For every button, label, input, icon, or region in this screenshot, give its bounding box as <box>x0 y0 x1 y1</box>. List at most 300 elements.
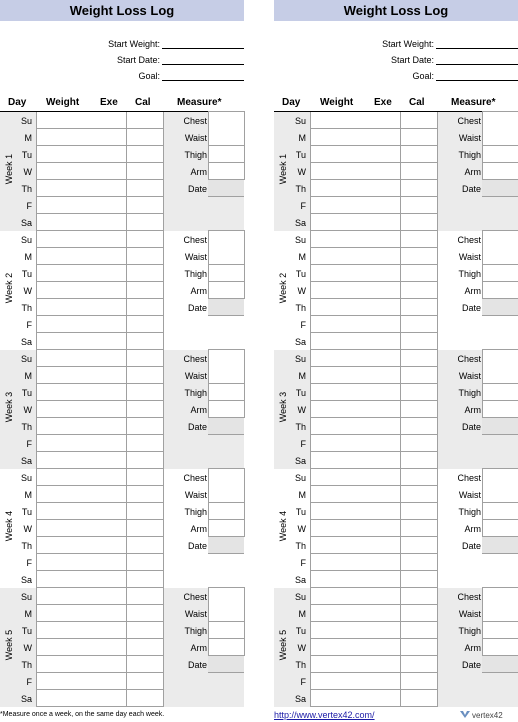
weight-cell[interactable] <box>310 503 367 520</box>
weight-cell[interactable] <box>36 571 93 588</box>
day-label: F <box>26 201 32 211</box>
measure-date-cell[interactable] <box>208 299 244 316</box>
measure-cell[interactable] <box>482 639 518 656</box>
calories-cell[interactable] <box>127 588 164 605</box>
weight-cell[interactable] <box>36 656 93 673</box>
weight-cell[interactable] <box>36 180 93 197</box>
calories-cell[interactable] <box>127 571 164 588</box>
calories-cell[interactable] <box>127 350 164 367</box>
calories-cell[interactable] <box>127 605 164 622</box>
calories-cell[interactable] <box>127 163 164 180</box>
weight-cell[interactable] <box>36 146 93 163</box>
day-row <box>0 418 244 435</box>
weight-cell[interactable] <box>310 554 367 571</box>
exercise-cell[interactable] <box>92 350 127 367</box>
measure-cell[interactable] <box>208 282 245 299</box>
calories-cell[interactable] <box>401 605 438 622</box>
calories-cell[interactable] <box>401 214 438 231</box>
exercise-cell[interactable] <box>92 231 127 248</box>
vertex42-link[interactable]: http://www.vertex42.com/ <box>274 710 375 720</box>
exercise-cell[interactable] <box>366 554 401 571</box>
calories-cell[interactable] <box>127 316 164 333</box>
measure-date-cell[interactable] <box>208 418 244 435</box>
calories-cell[interactable] <box>127 146 164 163</box>
calories-cell[interactable] <box>127 333 164 350</box>
weight-cell[interactable] <box>36 588 93 605</box>
weight-cell[interactable] <box>310 673 367 690</box>
weight-cell[interactable] <box>310 333 367 350</box>
calories-cell[interactable] <box>127 418 164 435</box>
weight-cell[interactable] <box>310 214 367 231</box>
weight-cell[interactable] <box>36 231 93 248</box>
weight-cell[interactable] <box>310 469 367 486</box>
field-input-line[interactable] <box>436 80 518 81</box>
measure-cell[interactable] <box>482 230 518 249</box>
calories-cell[interactable] <box>127 265 164 282</box>
weight-cell[interactable] <box>310 452 367 469</box>
calories-cell[interactable] <box>127 384 164 401</box>
weight-cell[interactable] <box>36 639 93 656</box>
measure-date-cell[interactable] <box>208 180 244 197</box>
measure-cell[interactable] <box>482 163 518 180</box>
weight-cell[interactable] <box>36 299 93 316</box>
weight-cell[interactable] <box>310 418 367 435</box>
calories-cell[interactable] <box>401 520 438 537</box>
measure-cell[interactable] <box>208 639 245 656</box>
weight-cell[interactable] <box>36 350 93 367</box>
calories-cell[interactable] <box>401 248 438 265</box>
weight-cell[interactable] <box>36 163 93 180</box>
weight-cell[interactable] <box>310 401 367 418</box>
weight-cell[interactable] <box>310 622 367 639</box>
weight-cell[interactable] <box>36 486 93 503</box>
measure-date-cell[interactable] <box>208 656 244 673</box>
measure-cell[interactable] <box>482 282 518 299</box>
calories-cell[interactable] <box>127 452 164 469</box>
weight-cell[interactable] <box>36 316 93 333</box>
exercise-cell[interactable] <box>92 452 127 469</box>
exercise-cell[interactable] <box>92 401 127 418</box>
calories-cell[interactable] <box>401 163 438 180</box>
exercise-cell[interactable] <box>92 163 127 180</box>
exercise-cell[interactable] <box>92 299 127 316</box>
calories-cell[interactable] <box>127 112 164 129</box>
exercise-cell[interactable] <box>366 452 401 469</box>
calories-cell[interactable] <box>127 367 164 384</box>
calories-cell[interactable] <box>401 197 438 214</box>
weight-cell[interactable] <box>36 248 93 265</box>
measure-cell[interactable] <box>208 367 245 384</box>
calories-cell[interactable] <box>127 656 164 673</box>
calories-cell[interactable] <box>127 248 164 265</box>
exercise-cell[interactable] <box>92 503 127 520</box>
exercise-cell[interactable] <box>366 333 401 350</box>
exercise-cell[interactable] <box>366 520 401 537</box>
measure-cell[interactable] <box>482 503 518 520</box>
exercise-cell[interactable] <box>92 486 127 503</box>
day-row <box>274 231 518 248</box>
brand-name: vertex42 <box>472 711 503 720</box>
week-block <box>0 350 244 469</box>
week-block <box>274 588 518 707</box>
measure-label: Arm <box>464 286 481 296</box>
exercise-cell[interactable] <box>366 129 401 146</box>
weight-cell[interactable] <box>310 486 367 503</box>
measure-cell[interactable] <box>208 605 245 622</box>
calories-cell[interactable] <box>127 282 164 299</box>
exercise-cell[interactable] <box>92 690 127 707</box>
calories-cell[interactable] <box>127 435 164 452</box>
measure-date-cell[interactable] <box>482 537 518 554</box>
measure-cell[interactable] <box>208 265 245 282</box>
measure-cell[interactable] <box>482 384 518 401</box>
weight-cell[interactable] <box>36 537 93 554</box>
weight-cell[interactable] <box>310 571 367 588</box>
exercise-cell[interactable] <box>92 180 127 197</box>
weight-cell[interactable] <box>36 435 93 452</box>
calories-cell[interactable] <box>127 469 164 486</box>
exercise-cell[interactable] <box>92 537 127 554</box>
exercise-cell[interactable] <box>92 554 127 571</box>
exercise-cell[interactable] <box>366 180 401 197</box>
weight-cell[interactable] <box>36 282 93 299</box>
measure-label: Thigh <box>458 507 481 517</box>
exercise-cell[interactable] <box>92 112 127 129</box>
measure-cell[interactable] <box>208 349 245 368</box>
exercise-cell[interactable] <box>92 384 127 401</box>
calories-cell[interactable] <box>127 231 164 248</box>
exercise-cell[interactable] <box>366 639 401 656</box>
measure-date-cell[interactable] <box>208 537 244 554</box>
exercise-cell[interactable] <box>366 384 401 401</box>
exercise-cell[interactable] <box>366 299 401 316</box>
weight-cell[interactable] <box>310 163 367 180</box>
measure-cell[interactable] <box>208 401 245 418</box>
calories-cell[interactable] <box>127 299 164 316</box>
exercise-cell[interactable] <box>366 214 401 231</box>
exercise-cell[interactable] <box>366 197 401 214</box>
exercise-cell[interactable] <box>366 571 401 588</box>
weight-cell[interactable] <box>36 197 93 214</box>
calories-cell[interactable] <box>127 197 164 214</box>
weight-cell[interactable] <box>310 112 367 129</box>
exercise-cell[interactable] <box>366 622 401 639</box>
weight-cell[interactable] <box>36 367 93 384</box>
measure-cell[interactable] <box>482 622 518 639</box>
measure-cell[interactable] <box>482 401 518 418</box>
weight-cell[interactable] <box>310 690 367 707</box>
exercise-cell[interactable] <box>366 605 401 622</box>
measure-cell[interactable] <box>208 248 245 265</box>
measure-date-cell[interactable] <box>482 299 518 316</box>
calories-cell[interactable] <box>401 367 438 384</box>
measure-cell[interactable] <box>482 367 518 384</box>
exercise-cell[interactable] <box>92 418 127 435</box>
exercise-cell[interactable] <box>366 503 401 520</box>
weight-cell[interactable] <box>310 656 367 673</box>
weight-cell[interactable] <box>36 265 93 282</box>
header-day: Day <box>282 97 301 108</box>
calories-cell[interactable] <box>401 503 438 520</box>
exercise-cell[interactable] <box>92 588 127 605</box>
measure-date-cell[interactable] <box>482 418 518 435</box>
exercise-cell[interactable] <box>366 418 401 435</box>
calories-cell[interactable] <box>401 316 438 333</box>
exercise-cell[interactable] <box>92 265 127 282</box>
weight-cell[interactable] <box>310 248 367 265</box>
calories-cell[interactable] <box>401 435 438 452</box>
calories-cell[interactable] <box>401 622 438 639</box>
calories-cell[interactable] <box>401 656 438 673</box>
day-row <box>0 214 244 231</box>
weight-cell[interactable] <box>36 690 93 707</box>
day-label: W <box>297 643 306 653</box>
measure-cell[interactable] <box>208 587 245 606</box>
calories-cell[interactable] <box>127 537 164 554</box>
calories-cell[interactable] <box>127 520 164 537</box>
weight-cell[interactable] <box>310 639 367 656</box>
week-label: Week 3 <box>4 391 14 423</box>
day-row <box>274 622 518 639</box>
exercise-cell[interactable] <box>92 367 127 384</box>
exercise-cell[interactable] <box>92 435 127 452</box>
weight-cell[interactable] <box>310 282 367 299</box>
calories-cell[interactable] <box>127 486 164 503</box>
calories-cell[interactable] <box>401 231 438 248</box>
calories-cell[interactable] <box>401 282 438 299</box>
exercise-cell[interactable] <box>366 367 401 384</box>
measure-date-cell[interactable] <box>482 656 518 673</box>
field-label: Goal: <box>412 71 434 81</box>
exercise-cell[interactable] <box>92 639 127 656</box>
weight-cell[interactable] <box>310 350 367 367</box>
weight-cell[interactable] <box>36 214 93 231</box>
exercise-cell[interactable] <box>366 537 401 554</box>
exercise-cell[interactable] <box>92 622 127 639</box>
calories-cell[interactable] <box>401 554 438 571</box>
measure-cell[interactable] <box>482 265 518 282</box>
exercise-cell[interactable] <box>92 673 127 690</box>
weight-cell[interactable] <box>310 605 367 622</box>
calories-cell[interactable] <box>401 146 438 163</box>
exercise-cell[interactable] <box>92 571 127 588</box>
calories-cell[interactable] <box>127 673 164 690</box>
exercise-cell[interactable] <box>366 469 401 486</box>
exercise-cell[interactable] <box>92 129 127 146</box>
exercise-cell[interactable] <box>92 520 127 537</box>
exercise-cell[interactable] <box>366 112 401 129</box>
exercise-cell[interactable] <box>366 401 401 418</box>
measure-cell[interactable] <box>208 622 245 639</box>
week-label: Week 4 <box>4 510 14 542</box>
weight-cell[interactable] <box>36 333 93 350</box>
exercise-cell[interactable] <box>366 248 401 265</box>
measure-cell[interactable] <box>208 503 245 520</box>
measure-cell[interactable] <box>482 349 518 368</box>
weight-cell[interactable] <box>310 537 367 554</box>
field-input-line[interactable] <box>162 64 244 65</box>
weight-cell[interactable] <box>36 384 93 401</box>
exercise-cell[interactable] <box>366 588 401 605</box>
day-row <box>0 452 244 469</box>
calories-cell[interactable] <box>401 265 438 282</box>
exercise-cell[interactable] <box>92 146 127 163</box>
exercise-cell[interactable] <box>92 316 127 333</box>
calories-cell[interactable] <box>127 401 164 418</box>
calories-cell[interactable] <box>127 503 164 520</box>
calories-cell[interactable] <box>127 622 164 639</box>
measure-cell[interactable] <box>482 146 518 163</box>
exercise-cell[interactable] <box>366 163 401 180</box>
field-input-line[interactable] <box>162 80 244 81</box>
measure-cell[interactable] <box>482 111 518 130</box>
exercise-cell[interactable] <box>92 333 127 350</box>
exercise-cell[interactable] <box>366 265 401 282</box>
measure-cell[interactable] <box>208 146 245 163</box>
calories-cell[interactable] <box>401 469 438 486</box>
calories-cell[interactable] <box>401 350 438 367</box>
weight-cell[interactable] <box>310 299 367 316</box>
field-input-line[interactable] <box>436 64 518 65</box>
field-input-line[interactable] <box>162 48 244 49</box>
exercise-cell[interactable] <box>366 350 401 367</box>
weight-cell[interactable] <box>310 231 367 248</box>
calories-cell[interactable] <box>127 639 164 656</box>
header-cal: Cal <box>409 97 425 108</box>
measure-cell[interactable] <box>482 486 518 503</box>
measure-cell[interactable] <box>482 587 518 606</box>
weight-cell[interactable] <box>310 146 367 163</box>
measure-cell[interactable] <box>208 129 245 146</box>
weight-cell[interactable] <box>310 367 367 384</box>
calories-cell[interactable] <box>401 112 438 129</box>
exercise-cell[interactable] <box>366 231 401 248</box>
weight-cell[interactable] <box>36 469 93 486</box>
measure-date-cell[interactable] <box>482 180 518 197</box>
weight-cell[interactable] <box>36 622 93 639</box>
exercise-cell[interactable] <box>366 690 401 707</box>
weight-cell[interactable] <box>310 588 367 605</box>
exercise-cell[interactable] <box>92 214 127 231</box>
weight-cell[interactable] <box>36 401 93 418</box>
day-row <box>274 367 518 384</box>
calories-cell[interactable] <box>401 571 438 588</box>
exercise-cell[interactable] <box>92 248 127 265</box>
weight-cell[interactable] <box>310 265 367 282</box>
calories-cell[interactable] <box>401 452 438 469</box>
measure-label: Arm <box>190 405 207 415</box>
measure-label: Chest <box>183 235 207 245</box>
calories-cell[interactable] <box>401 129 438 146</box>
exercise-cell[interactable] <box>366 486 401 503</box>
measure-cell[interactable] <box>208 468 245 487</box>
weight-cell[interactable] <box>310 435 367 452</box>
weight-cell[interactable] <box>310 384 367 401</box>
day-row <box>0 197 244 214</box>
calories-cell[interactable] <box>127 180 164 197</box>
calories-cell[interactable] <box>401 673 438 690</box>
measure-cell[interactable] <box>208 384 245 401</box>
calories-cell[interactable] <box>401 486 438 503</box>
calories-cell[interactable] <box>127 214 164 231</box>
weight-cell[interactable] <box>36 605 93 622</box>
measure-cell[interactable] <box>208 111 245 130</box>
field-input-line[interactable] <box>436 48 518 49</box>
measure-label: Waist <box>458 133 481 143</box>
exercise-cell[interactable] <box>366 316 401 333</box>
exercise-cell[interactable] <box>92 282 127 299</box>
calories-cell[interactable] <box>401 180 438 197</box>
day-row <box>0 282 244 299</box>
weight-cell[interactable] <box>310 316 367 333</box>
day-label: Tu <box>295 626 306 636</box>
calories-cell[interactable] <box>401 639 438 656</box>
calories-cell[interactable] <box>401 333 438 350</box>
calories-cell[interactable] <box>401 418 438 435</box>
exercise-cell[interactable] <box>366 673 401 690</box>
weight-cell[interactable] <box>310 520 367 537</box>
weight-cell[interactable] <box>36 673 93 690</box>
exercise-cell[interactable] <box>92 469 127 486</box>
measure-cell[interactable] <box>482 248 518 265</box>
measure-label: Thigh <box>184 269 207 279</box>
weight-cell[interactable] <box>36 112 93 129</box>
calories-cell[interactable] <box>401 384 438 401</box>
day-label: Sa <box>294 337 306 347</box>
exercise-cell[interactable] <box>92 656 127 673</box>
exercise-cell[interactable] <box>366 656 401 673</box>
measure-cell[interactable] <box>208 486 245 503</box>
weight-cell[interactable] <box>310 197 367 214</box>
measure-cell[interactable] <box>208 163 245 180</box>
weight-cell[interactable] <box>36 418 93 435</box>
weight-cell[interactable] <box>310 180 367 197</box>
day-label: M <box>298 490 306 500</box>
calories-cell[interactable] <box>401 690 438 707</box>
measure-cell[interactable] <box>482 605 518 622</box>
day-label: F <box>26 320 32 330</box>
measure-label: Date <box>187 660 207 670</box>
exercise-cell[interactable] <box>366 282 401 299</box>
exercise-cell[interactable] <box>92 605 127 622</box>
calories-cell[interactable] <box>127 554 164 571</box>
weight-cell[interactable] <box>36 554 93 571</box>
weight-cell[interactable] <box>36 503 93 520</box>
calories-cell[interactable] <box>401 537 438 554</box>
weight-cell[interactable] <box>310 129 367 146</box>
calories-cell[interactable] <box>127 129 164 146</box>
day-label: Su <box>294 235 306 245</box>
week-block <box>0 588 244 707</box>
calories-cell[interactable] <box>127 690 164 707</box>
measure-label: Arm <box>464 167 481 177</box>
calories-cell[interactable] <box>401 299 438 316</box>
measure-cell[interactable] <box>208 520 245 537</box>
calories-cell[interactable] <box>401 401 438 418</box>
weight-cell[interactable] <box>36 129 93 146</box>
weight-cell[interactable] <box>36 520 93 537</box>
weight-cell[interactable] <box>36 452 93 469</box>
calories-cell[interactable] <box>401 588 438 605</box>
measure-cell[interactable] <box>208 230 245 249</box>
header-exe: Exe <box>100 97 118 108</box>
measure-cell[interactable] <box>482 468 518 487</box>
exercise-cell[interactable] <box>92 197 127 214</box>
measure-cell[interactable] <box>482 520 518 537</box>
exercise-cell[interactable] <box>366 146 401 163</box>
exercise-cell[interactable] <box>366 435 401 452</box>
measure-cell[interactable] <box>482 129 518 146</box>
